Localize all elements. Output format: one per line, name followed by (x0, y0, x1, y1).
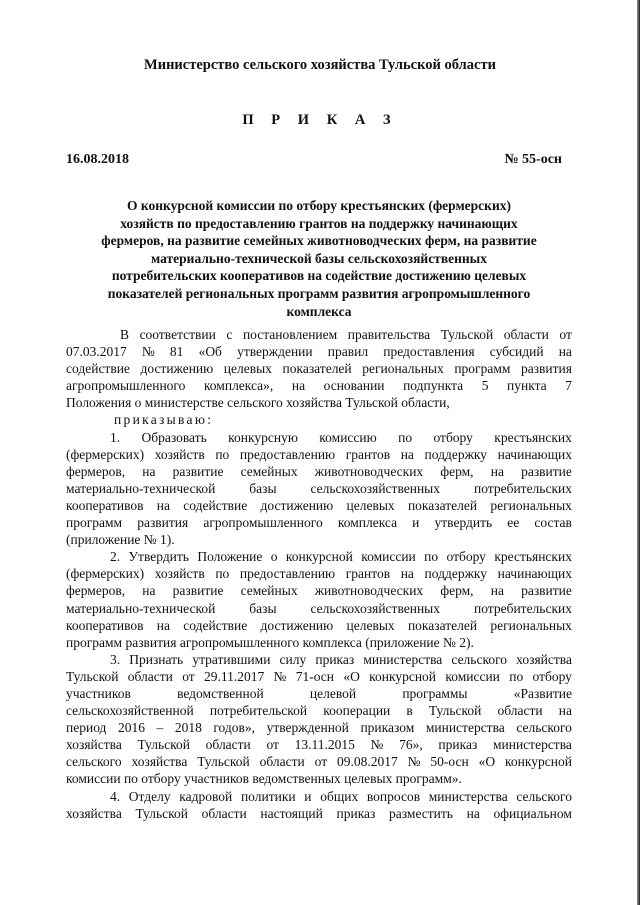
word: целевой (309, 685, 357, 701)
body-line (66, 360, 572, 377)
word: по (509, 668, 524, 684)
word: животноводческих (314, 463, 424, 479)
word: ее (507, 515, 520, 531)
word: начинающих (497, 566, 572, 582)
word: хозяйств (154, 566, 205, 582)
word: комиссии (445, 668, 500, 684)
word: Тульской (197, 754, 250, 770)
word: 76», (399, 737, 423, 753)
word: хозяйства (66, 737, 122, 753)
word: разместить (389, 805, 453, 821)
word: ферм, (440, 583, 474, 599)
body-line (66, 394, 572, 411)
word: Тульской (135, 805, 188, 821)
body-line (66, 770, 572, 787)
word: на (142, 583, 156, 599)
word: 2016 (117, 720, 145, 736)
word: «О (343, 668, 360, 684)
word: агропромышленного (66, 378, 186, 394)
word: комплекса (337, 515, 398, 531)
body-line (66, 565, 572, 582)
word: содействие (66, 361, 130, 377)
word: региональных (490, 497, 572, 513)
subject-line: потребительских кооперативов на содействие достижению целевых (111, 268, 527, 284)
word: начинающих (497, 446, 572, 462)
word: области (497, 703, 543, 719)
word: № (273, 668, 287, 684)
word: «Об (198, 344, 222, 360)
word: период (66, 720, 107, 736)
word: потребительской (209, 703, 308, 719)
body-line (66, 446, 572, 463)
word: развитие (521, 463, 572, 479)
word: о (270, 549, 278, 565)
body-line (66, 634, 572, 651)
word: сельского (516, 788, 572, 804)
word: политики (240, 788, 296, 804)
word: субсидий (489, 344, 544, 360)
word: показателей (407, 617, 478, 633)
word: предоставлению (239, 446, 336, 462)
word: 50-осн (430, 754, 469, 770)
word: развития (520, 361, 572, 377)
word: показателей (407, 497, 478, 513)
word: отбору (433, 429, 473, 445)
word: 4. (110, 788, 121, 804)
word: утратившими (192, 651, 271, 667)
word: 5 (481, 378, 489, 394)
word: приказом (360, 720, 415, 736)
word: Тульской (137, 737, 190, 753)
word: 2. (110, 549, 121, 565)
word: Тульской (66, 668, 119, 684)
word: министерства (363, 651, 443, 667)
word: региональных (490, 617, 572, 633)
word: 09.08.2017 (337, 754, 398, 770)
word: на (466, 805, 480, 821)
word: семейных (240, 463, 298, 479)
word: по (424, 549, 439, 565)
word: на (400, 446, 414, 462)
ministry-title: Министерство сельского хозяйства Тульской области (144, 57, 496, 73)
word: «Развитие (513, 685, 572, 701)
word: № (407, 754, 421, 770)
word: на (558, 703, 572, 719)
order-number: № 55-осн (504, 152, 562, 167)
word: Положение (197, 549, 263, 565)
word: целевых (223, 361, 272, 377)
word: агропромышленного (203, 515, 323, 531)
word: по (215, 566, 230, 582)
word: сельского (451, 651, 508, 667)
word: потребительских (473, 600, 572, 616)
word: грантов (345, 446, 391, 462)
word: базы (249, 600, 277, 616)
word: достижению (260, 497, 334, 513)
word: целевых (346, 497, 395, 513)
word: 29.11.2017 (203, 668, 265, 684)
word: животноводческих (314, 583, 424, 599)
body-line (66, 668, 572, 685)
word: официальном (493, 805, 572, 821)
word: хозяйств (154, 446, 205, 462)
word: 81 (169, 344, 184, 360)
word: 1. (110, 429, 121, 445)
word: на (490, 583, 504, 599)
word: программы (402, 685, 468, 701)
word: на (400, 566, 414, 582)
word: грантов (345, 566, 391, 582)
word: содействие (183, 617, 248, 633)
word: на (156, 497, 171, 513)
word: поддержку (424, 566, 488, 582)
word: министерства (492, 737, 572, 753)
body-line (66, 343, 572, 360)
word: поддержку (424, 446, 488, 462)
word: вопросов (366, 788, 421, 804)
word: области (201, 805, 247, 821)
word: 3. (110, 651, 121, 667)
body-line (66, 429, 572, 446)
body-line (66, 548, 572, 565)
subject-line: хозяйств по предоставлению грантов на поддержку начинающих (120, 215, 518, 231)
subject-line: материально-технической базы сельскохозяйственных (151, 250, 487, 266)
word: пункта (507, 378, 547, 394)
word: – (156, 720, 164, 736)
word: правил (327, 344, 369, 360)
word: ведомственной (177, 685, 264, 701)
word: настоящий (260, 805, 323, 821)
line-text: комиссии по отбору участников ведомственных целевых программ». (66, 771, 462, 787)
order-heading: П Р И К А З (242, 112, 398, 128)
word: по (398, 429, 413, 445)
body-line (66, 326, 572, 343)
body-line (66, 651, 572, 668)
word: конкурсной (505, 754, 572, 770)
word: соответствии (139, 327, 216, 342)
word: программ (454, 361, 511, 377)
order-word-line (66, 411, 572, 428)
word: на (558, 344, 572, 360)
word: достижению (260, 617, 334, 633)
subject-line: показателей региональных программ развития агропромышленного (107, 285, 531, 301)
body-line (66, 480, 572, 497)
word: развития (137, 515, 189, 531)
word: кооперации (323, 703, 391, 719)
body-line (66, 617, 572, 634)
word: Утвердить (128, 549, 189, 565)
word: комплекса», (203, 378, 274, 394)
word: программ (66, 515, 123, 531)
word: крестьянских (494, 549, 572, 565)
word: области (127, 668, 173, 684)
word: утверждении (237, 344, 313, 360)
word: от (314, 754, 328, 770)
word: приказ (315, 651, 355, 667)
word: сельскохозяйственной (66, 703, 194, 719)
order-subject (66, 197, 572, 320)
word: развитие (521, 583, 572, 599)
word: В (120, 327, 130, 342)
word: силу (279, 651, 307, 667)
word: и (412, 515, 420, 531)
word: состав (534, 515, 572, 531)
word: конкурсной (369, 668, 437, 684)
body-line (66, 497, 572, 514)
subject-line: комплекса (286, 303, 352, 319)
word: комиссии (361, 549, 416, 565)
word: 2018 (174, 720, 202, 736)
word: предоставления (383, 344, 475, 360)
word: показателей (282, 361, 352, 377)
word: целевых (346, 617, 395, 633)
word: области (503, 327, 549, 342)
word: крестьянских (494, 429, 572, 445)
word: региональных (362, 361, 444, 377)
word: фермеров, (66, 583, 126, 599)
word: общих (320, 788, 359, 804)
word: утвердить (434, 515, 493, 531)
word: отбору (532, 668, 572, 684)
word: сельского (516, 720, 572, 736)
body-line (66, 377, 572, 394)
line-text: (приложение № 1). (66, 532, 175, 548)
word: в (406, 703, 413, 719)
word: № (370, 737, 384, 753)
word: правительства (347, 327, 431, 342)
subject-line: фермеров, на развитие семейных животноводческих ферм, на развитие (101, 233, 537, 249)
word: министерства (428, 788, 508, 804)
word: министерства (425, 720, 505, 736)
word: кооперативов (66, 617, 144, 633)
body-line (66, 582, 572, 599)
word: № (141, 344, 155, 360)
word: развитие (172, 463, 224, 479)
word: сельскохозяйственных (310, 480, 441, 496)
word: достижению (140, 361, 214, 377)
word: годов», (213, 720, 256, 736)
subject-line: О конкурсной комиссии по отбору крестьянских (фермерских) (127, 198, 511, 213)
word: от (559, 327, 572, 342)
word: основании (323, 378, 385, 394)
word: потребительских (473, 480, 572, 496)
body-line (66, 463, 572, 480)
word: 07.03.2017 (66, 344, 127, 360)
word: Признать (129, 651, 184, 667)
word: (фермерских) (66, 566, 145, 582)
word: приказ (438, 737, 478, 753)
word: приказ (336, 805, 376, 821)
word: области (205, 737, 251, 753)
word: и (304, 788, 312, 804)
word: хозяйства (66, 805, 122, 821)
word: сельскохозяйственных (310, 600, 441, 616)
word: области (259, 754, 305, 770)
word: фермеров, (66, 463, 126, 479)
word: материально-технической (66, 600, 216, 616)
word: предоставлению (239, 566, 336, 582)
word: от (266, 737, 279, 753)
word: материально-технической (66, 480, 216, 496)
word: от (182, 668, 195, 684)
body-line (66, 531, 572, 548)
word: базы (249, 480, 277, 496)
body-line (66, 753, 572, 770)
word: по (215, 446, 230, 462)
word: кооперативов (66, 497, 144, 513)
word: постановлением (242, 327, 338, 342)
word: хозяйства (131, 754, 188, 770)
body-line (66, 702, 572, 719)
word: сельского (66, 754, 122, 770)
word: 13.11.2015 (294, 737, 355, 753)
word: хозяйства (516, 651, 572, 667)
word: кадровой (179, 788, 233, 804)
word: Тульской (428, 703, 482, 719)
word: на (291, 378, 306, 394)
body-line (66, 514, 572, 531)
word: комиссию (319, 429, 377, 445)
word: 71-осн (295, 668, 335, 684)
body-line (66, 788, 572, 805)
body-line (66, 736, 572, 753)
word: на (156, 617, 171, 633)
order-body (66, 326, 572, 822)
order-word: приказываю: (114, 412, 214, 428)
word: семейных (240, 583, 298, 599)
word: развитие (172, 583, 224, 599)
word: конкурсную (228, 429, 298, 445)
word: отбору (446, 549, 486, 565)
word: подпункта (403, 378, 464, 394)
body-line (66, 600, 572, 617)
line-text: Положения о министерстве сельского хозяйства Тульской области, (66, 395, 450, 411)
word: (фермерских) (66, 446, 145, 462)
word: Тульской (440, 327, 494, 342)
order-date: 16.08.2018 (66, 152, 129, 167)
body-line (66, 805, 572, 822)
line-text: программ развития агропромышленного комплекса (приложение № 2). (66, 634, 474, 650)
word: Образовать (141, 429, 207, 445)
word: 7 (565, 378, 572, 394)
word: на (142, 463, 156, 479)
word: содействие (183, 497, 248, 513)
word: конкурсной (285, 549, 353, 565)
word: с (226, 327, 233, 342)
body-line (66, 719, 572, 736)
word: на (490, 463, 504, 479)
word: утвержденной (266, 720, 349, 736)
word: «О (478, 754, 496, 770)
word: Отделу (128, 788, 171, 804)
body-line (66, 685, 572, 702)
word: ферм, (440, 463, 474, 479)
word: участников (66, 685, 131, 701)
